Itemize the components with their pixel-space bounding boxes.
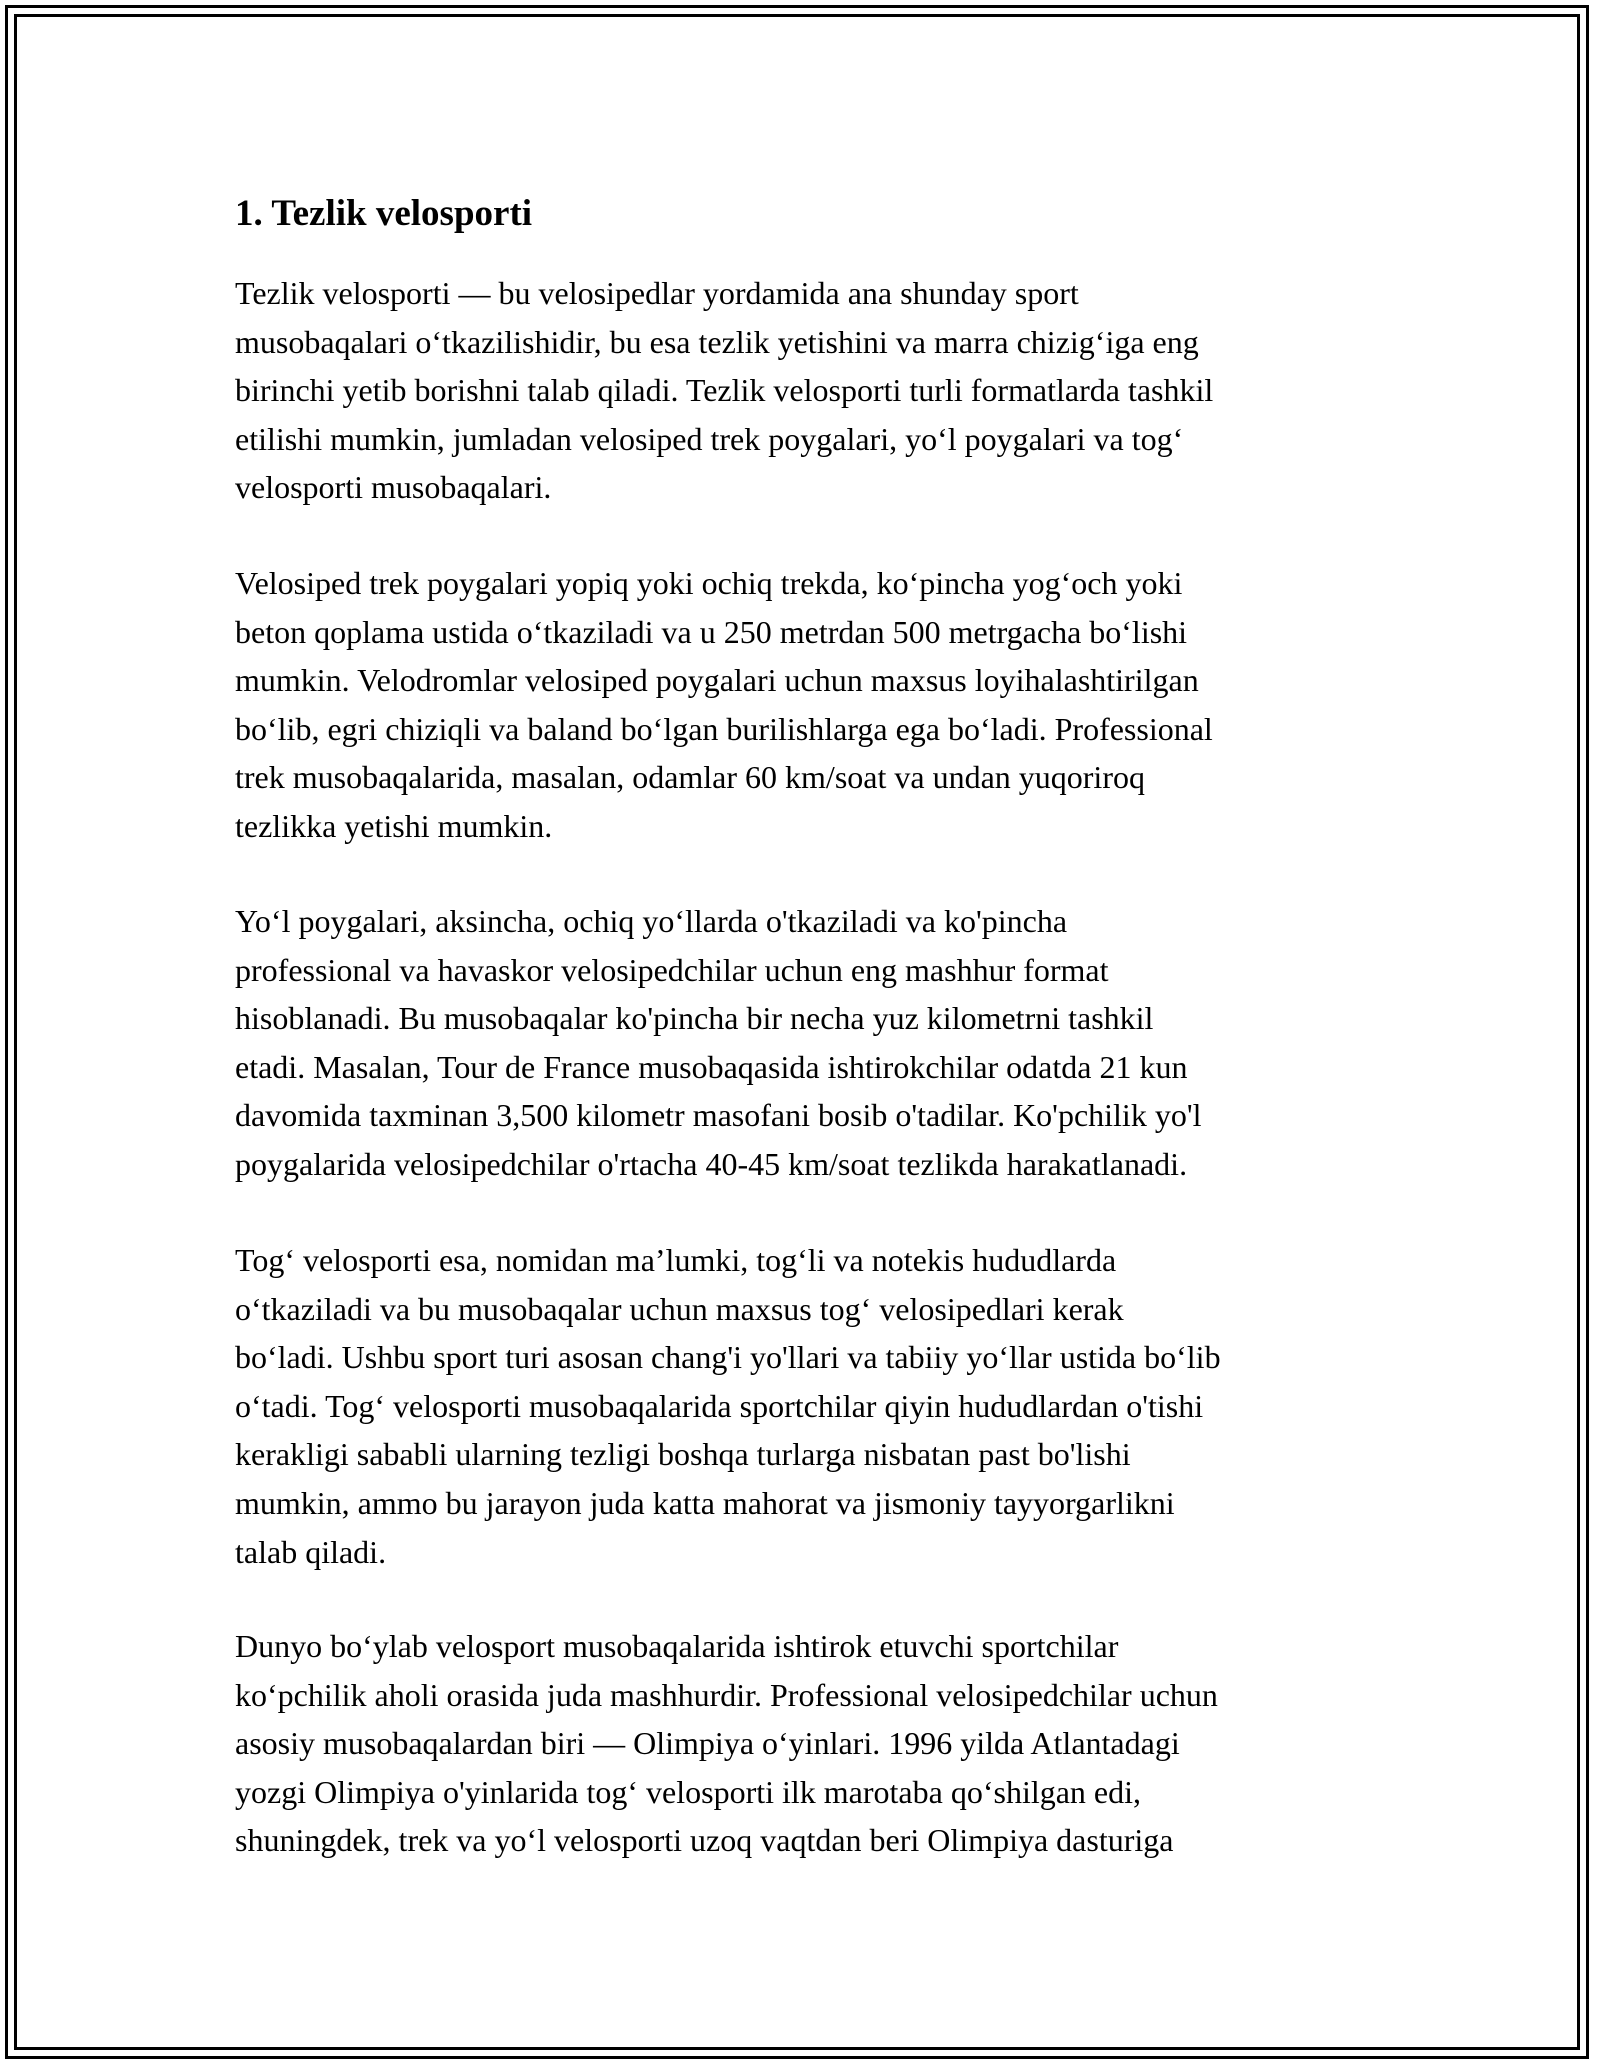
paragraph-line: Tog‘ velosporti esa, nomidan ma’lumki, tog‘li va notekis hududlarda — [235, 1242, 1117, 1278]
paragraph-line: poygalarida velosipedchilar o'rtacha 40-45 km/soat tezlikda harakatlanadi. — [235, 1145, 1188, 1182]
paragraph-line: Dunyo bo‘ylab velosport musobaqalarida ishtirok etuvchi sportchilar — [235, 1628, 1119, 1664]
paragraph-line: talab qiladi. — [235, 1533, 387, 1570]
paragraph-3 — [235, 897, 1201, 1189]
paragraph-line: asosiy musobaqalardan biri — Olimpiya o‘yinlari. 1996 yilda Atlantadagi — [235, 1725, 1180, 1762]
paragraph-line: o‘tkaziladi va bu musobaqalar uchun maxsus tog‘ velosipedlari kerak — [235, 1290, 1124, 1327]
paragraph-line: professional va havaskor velosipedchilar uchun eng mashhur format — [235, 951, 1109, 988]
paragraph-2 — [235, 559, 1213, 851]
paragraph-line: mumkin, ammo bu jarayon juda katta mahorat va jismoniy tayyorgarlikni — [235, 1484, 1175, 1521]
paragraph-line: bo‘ladi. Ushbu sport turi asosan chang'i yo'llari va tabiiy yo‘llar ustida bo‘lib — [235, 1339, 1221, 1376]
paragraph-4 — [235, 1236, 1221, 1576]
paragraph-line: ko‘pchilik aholi orasida juda mashhurdir. Professional velosipedchilar uchun — [235, 1676, 1218, 1713]
section-heading: 1. Tezlik velosporti — [235, 193, 533, 234]
paragraph-line: kerakligi sababli ularning tezligi boshqa turlarga nisbatan past bo'lishi — [235, 1436, 1131, 1473]
paragraph-line: etadi. Masalan, Tour de France musobaqasida ishtirokchilar odatda 21 kun — [235, 1048, 1188, 1085]
paragraph-line: yozgi Olimpiya o'yinlarida tog‘ velosporti ilk marotaba qo‘shilgan edi, — [235, 1773, 1142, 1810]
paragraph-line: velosporti musobaqalari. — [235, 469, 552, 506]
paragraph-line: o‘tadi. Tog‘ velosporti musobaqalarida sportchilar qiyin hududlardan o'tishi — [235, 1387, 1204, 1424]
paragraph-line: birinchi yetib borishni talab qiladi. Tezlik velosporti turli formatlarda tashkil — [235, 372, 1214, 409]
paragraph-line: tezlikka yetishi mumkin. — [235, 807, 553, 844]
paragraph-line: mumkin. Velodromlar velosiped poygalari uchun maxsus loyihalashtirilgan — [235, 662, 1199, 699]
paragraph-line: davomida taxminan 3,500 kilometr masofani bosib o'tadilar. Ko'pchilik yo'l — [235, 1097, 1202, 1134]
paragraph-line: beton qoplama ustida o‘tkaziladi va u 250 metrdan 500 metrgacha bo‘lishi — [235, 613, 1188, 650]
paragraph-1 — [235, 269, 1213, 512]
paragraph-line: bo‘lib, egri chiziqli va baland bo‘lgan burilishlarga ega bo‘ladi. Professional — [235, 710, 1213, 747]
paragraph-line: musobaqalari o‘tkazilishidir, bu esa tezlik yetishini va marra chizig‘iga eng — [235, 323, 1199, 360]
paragraph-line: etilishi mumkin, jumladan velosiped trek poygalari, yo‘l poygalari va tog‘ — [235, 420, 1184, 457]
paragraph-line: trek musobaqalarida, masalan, odamlar 60 km/soat va undan yuqoriroq — [235, 759, 1145, 796]
paragraph-line: Tezlik velosporti — bu velosipedlar yordamida ana shunday sport — [235, 275, 1079, 311]
paragraph-line: hisoblanadi. Bu musobaqalar ko'pincha bir necha yuz kilometrni tashkil — [235, 1000, 1154, 1037]
paragraph-line: shuningdek, trek va yo‘l velosporti uzoq vaqtdan beri Olimpiya dasturiga — [235, 1822, 1174, 1859]
paragraph-5 — [235, 1622, 1218, 1865]
paragraph-line: Yo‘l poygalari, aksincha, ochiq yo‘llarda o'tkaziladi va ko'pincha — [235, 903, 1068, 939]
paragraph-line: Velosiped trek poygalari yopiq yoki ochiq trekda, ko‘pincha yog‘och yoki — [235, 565, 1183, 601]
